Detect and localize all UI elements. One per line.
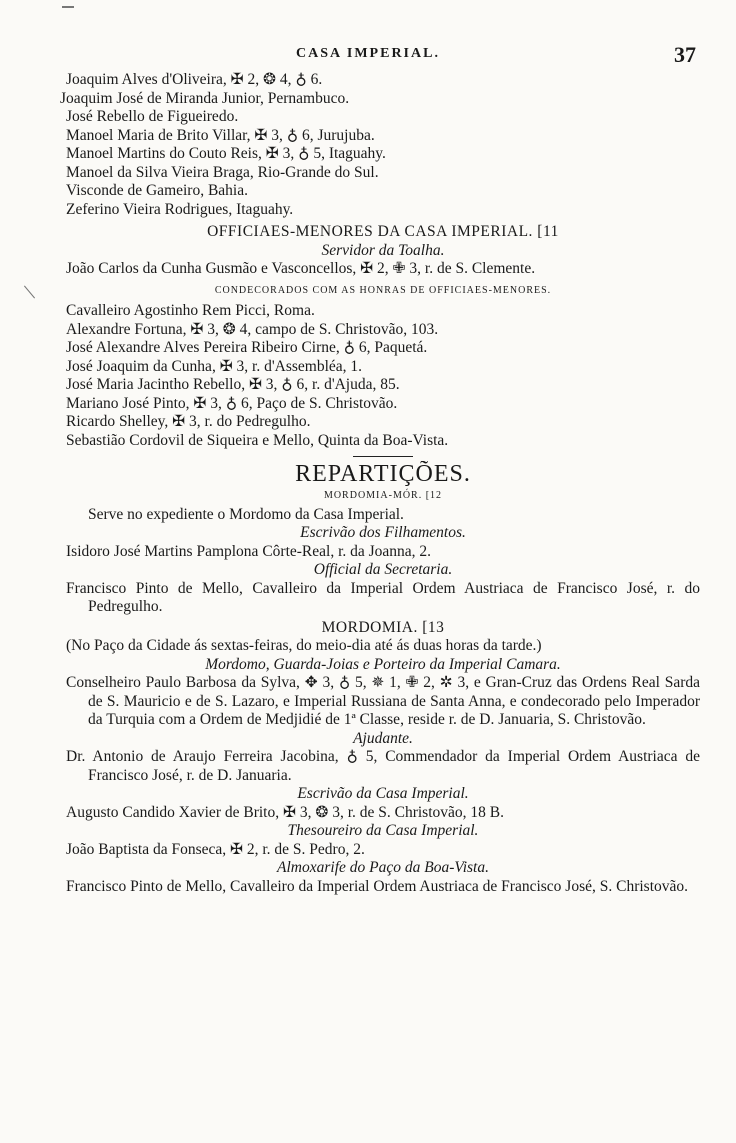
ink-mark <box>24 286 35 299</box>
section-heading-mordomia: MORDOMIA. [13 <box>321 618 445 636</box>
list-item: José Rebello de Figueiredo. <box>66 108 239 125</box>
paragraph-hours: (No Paço da Cidade ás sextas-feiras, do meio-dia até ás duas horas da tarde.) <box>66 637 542 654</box>
list-item: Sebastião Cordovil de Siqueira e Mello, Quinta da Boa-Vista. <box>66 431 449 449</box>
ink-mark <box>62 6 74 8</box>
list-item: João Carlos da Cunha Gusmão e Vasconcellos, ✠ 2, ✙ 3, r. de S. Clemente. <box>66 260 536 277</box>
subheading-mordomia-mor: MORDOMIA-MÓR. [12 <box>323 490 443 501</box>
paragraph: Serve no expediente o Mordomo da Casa Imperial. <box>88 505 404 523</box>
list-item: Dr. Antonio de Araujo Ferreira Jacobina, ♁ 5, Commendador da Imperial Ordem Austriaca de Francisco José, r. de D. Januaria. <box>66 748 700 784</box>
subheading-thesoureiro: Thesoureiro da Casa Imperial. <box>287 822 479 839</box>
subheading-escrivao-casa: Escrivão da Casa Imperial. <box>297 785 469 802</box>
section-heading-officiaes: OFFICIAES-MENORES DA CASA IMPERIAL. [11 <box>207 223 559 240</box>
subheading-servidor: Servidor da Toalha. <box>321 241 445 259</box>
list-item: Augusto Candido Xavier de Brito, ✠ 3, ❂ 3, r. de S. Christovão, 18 B. <box>66 803 504 821</box>
list-item: José Alexandre Alves Pereira Ribeiro Cirne, ♁ 6, Paquetá. <box>66 339 428 356</box>
section-divider <box>353 456 413 457</box>
subheading-escrivao-filhamentos: Escrivão dos Filhamentos. <box>300 524 466 541</box>
list-item: Isidoro José Martins Pamplona Côrte-Real, r. da Joanna, 2. <box>66 542 432 560</box>
list-item: Conselheiro Paulo Barbosa da Sylva, ✥ 3, ♁ 5, ✵ 1, ✙ 2, ✲ 3, e Gran-Cruz das Ordens Real Sarda de S. Mauricio e de S. Lazaro, e Imperial Russiana de Santa Anna, e condecorado pelo Imperador da Turquia com a Ordem de Medjidié de 1ª Classe, reside r. de D. Januaria, S. Christovão. <box>66 674 700 728</box>
list-item: Joaquim Alves d'Oliveira, ✠ 2, ❂ 4, ♁ 6. <box>66 71 323 88</box>
subheading-ajudante: Ajudante. <box>353 729 413 747</box>
list-item: Mariano José Pinto, ✠ 3, ♁ 6, Paço de S. Christovão. <box>66 394 398 412</box>
page-header <box>0 44 736 70</box>
subheading-official-secretaria: Official da Secretaria. <box>313 561 453 578</box>
subheading-almoxarife: Almoxarife do Paço da Boa-Vista. <box>277 859 489 876</box>
list-item: João Baptista da Fonseca, ✠ 2, r. de S. Pedro, 2. <box>66 840 365 858</box>
list-item: Zeferino Vieira Rodrigues, Itaguahy. <box>66 200 294 218</box>
subheading-condecorados: CONDECORADOS COM AS HONRAS DE OFFICIAES-MENORES. <box>214 284 552 296</box>
page-body <box>60 71 700 896</box>
list-item: Manoel da Silva Vieira Braga, Rio-Grande do Sul. <box>66 163 379 181</box>
page-number: 37 <box>674 42 696 67</box>
list-item: Cavalleiro Agostinho Rem Picci, Roma. <box>66 302 315 319</box>
list-item: Visconde de Gameiro, Bahia. <box>66 182 248 199</box>
list-item: Manoel Martins do Couto Reis, ✠ 3, ♁ 5, Itaguahy. <box>66 145 386 162</box>
list-item: Francisco Pinto de Mello, Cavalleiro da Imperial Ordem Austriaca de Francisco José, r. do Pedregulho. <box>66 579 700 615</box>
list-item: José Maria Jacintho Rebello, ✠ 3, ♁ 6, r. d'Ajuda, 85. <box>66 376 400 393</box>
list-item: Ricardo Shelley, ✠ 3, r. do Pedregulho. <box>66 413 311 430</box>
section-title-reparticoes: REPARTIÇÕES. <box>295 461 471 487</box>
list-item: José Joaquim da Cunha, ✠ 3, r. d'Assembléa, 1. <box>66 357 363 375</box>
running-title: CASA IMPERIAL. <box>296 46 440 61</box>
list-item: Manoel Maria de Brito Villar, ✠ 3, ♁ 6, Jurujuba. <box>66 126 375 144</box>
list-item: Joaquim José de Miranda Junior, Pernambuco. <box>60 89 350 107</box>
list-item: Francisco Pinto de Mello, Cavalleiro da Imperial Ordem Austriaca de Francisco José, S. Christovão. <box>66 877 689 895</box>
list-item: Alexandre Fortuna, ✠ 3, ❂ 4, campo de S. Christovão, 103. <box>66 320 439 338</box>
subheading-mordomo: Mordomo, Guarda-Joias e Porteiro da Imperial Camara. <box>205 655 561 673</box>
